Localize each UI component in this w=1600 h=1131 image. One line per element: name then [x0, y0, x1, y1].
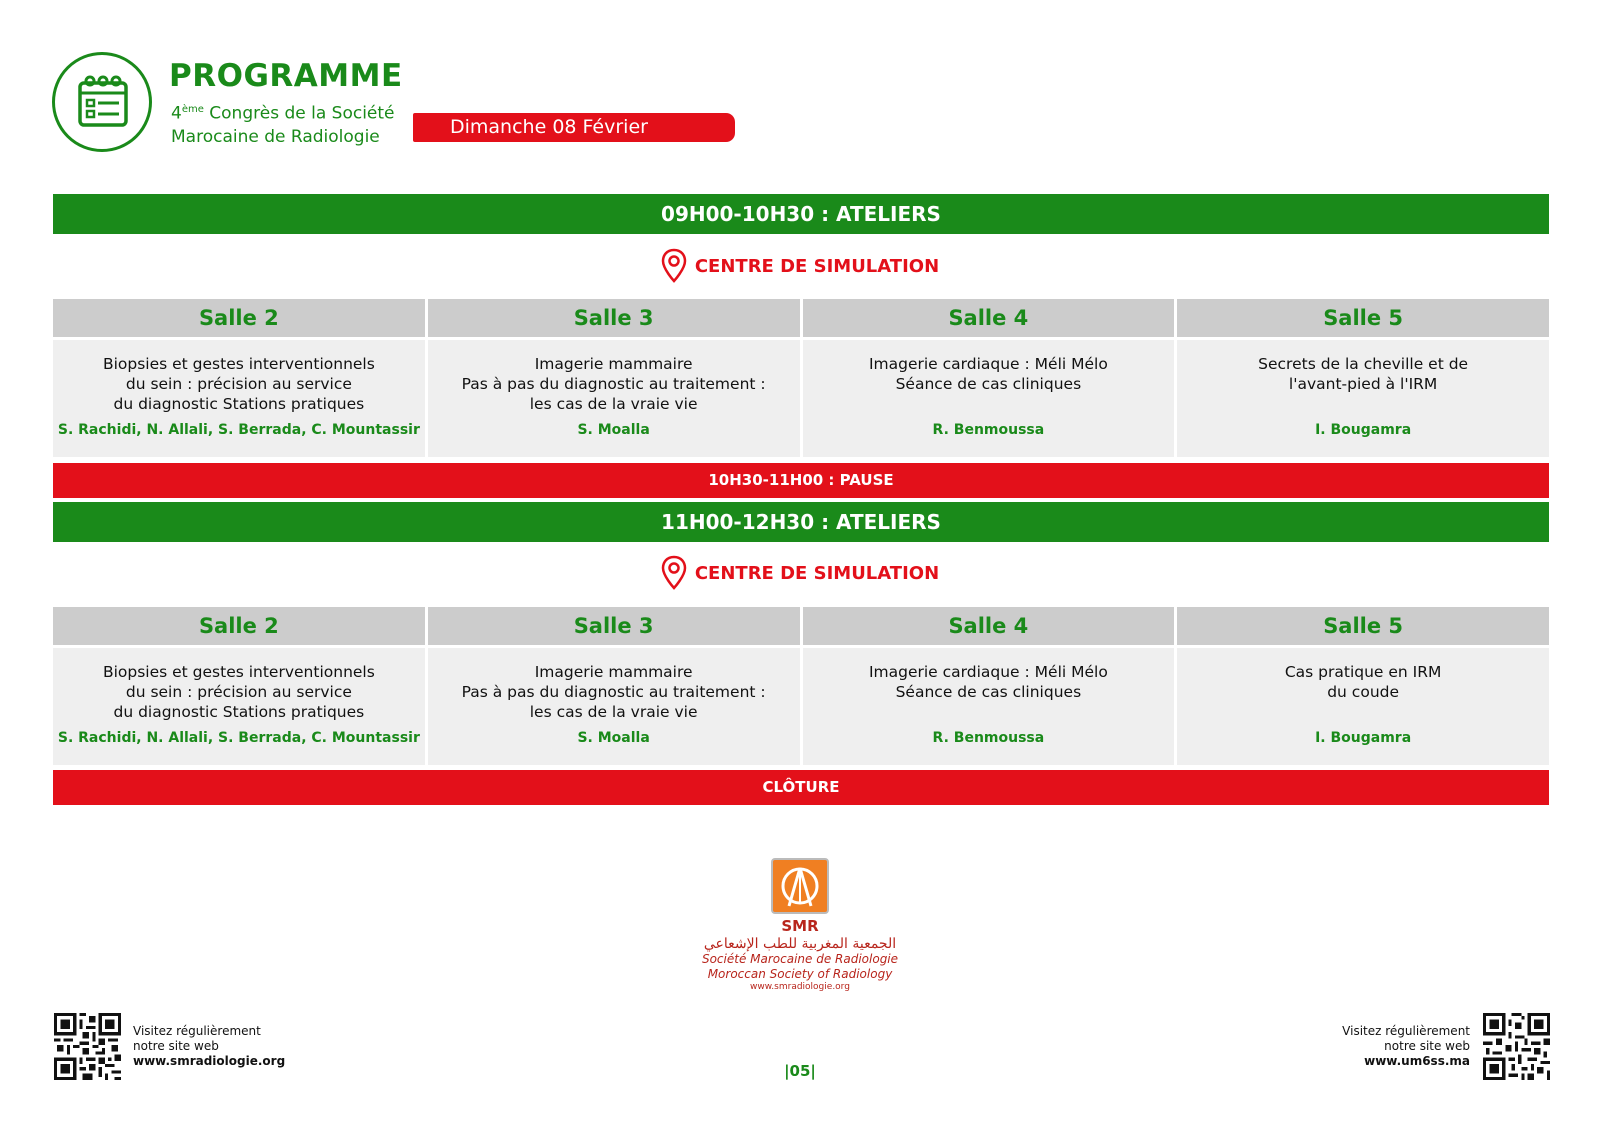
room-cell	[428, 648, 800, 765]
day-badge: Dimanche 08 Février	[413, 113, 735, 142]
room-cell	[803, 340, 1175, 457]
room-column	[1177, 607, 1549, 765]
smr-url: www.smradiologie.org	[750, 982, 850, 992]
workshop-topic: Imagerie cardiaque : Méli Mélo Séance de cas cliniques	[868, 663, 1108, 701]
page-number: |05|	[784, 1062, 816, 1080]
workshop-authors: S. Moalla	[577, 422, 650, 438]
room-column	[53, 607, 425, 765]
workshop-authors: R. Benmoussa	[932, 422, 1045, 438]
smr-arabic-name: الجمعية المغربية للطب الإشعاعي	[703, 936, 897, 952]
subtitle-sup: ème	[181, 104, 204, 115]
left-visit-url[interactable]: www.smradiologie.org	[133, 1054, 286, 1068]
session-2-location	[0, 555, 1600, 595]
room-column	[803, 299, 1175, 457]
room-cell	[428, 340, 800, 457]
page-title: PROGRAMME	[169, 58, 403, 94]
location-pin-icon	[661, 248, 687, 284]
room-cell	[1177, 340, 1549, 457]
room-header: Salle 3	[428, 299, 800, 337]
workshop-topic: Biopsies et gestes interventionnels du sein : précision au service du diagnostic Stations pratiques	[102, 355, 375, 413]
room-header: Salle 5	[1177, 299, 1549, 337]
calendar-icon	[77, 75, 131, 129]
room-header: Salle 3	[428, 607, 800, 645]
closing-bar: CLÔTURE	[53, 770, 1549, 805]
room-header: Salle 4	[803, 607, 1175, 645]
session-2-table	[53, 607, 1549, 765]
workshop-authors: I. Bougamra	[1315, 422, 1412, 438]
right-visit-url[interactable]: www.um6ss.ma	[1364, 1054, 1470, 1068]
smr-english-name: Moroccan Society of Radiology	[707, 967, 893, 981]
workshop-topic: Cas pratique en IRM du coude	[1284, 663, 1442, 701]
location-label: CENTRE DE SIMULATION	[694, 562, 940, 584]
smr-acronym: SMR	[781, 917, 819, 935]
workshop-topic: Secrets de la cheville et de l'avant-pied à l'IRM	[1258, 355, 1469, 393]
session-1-title: 09H00-10H30 : ATELIERS	[53, 194, 1549, 234]
room-column	[1177, 299, 1549, 457]
smr-emblem-icon	[773, 860, 827, 912]
room-cell	[1177, 648, 1549, 765]
session-1-location	[0, 248, 1600, 288]
workshop-topic: Imagerie cardiaque : Méli Mélo Séance de cas cliniques	[868, 355, 1108, 393]
left-visit-line1: Visitez régulièrement	[133, 1024, 261, 1038]
location-pin-icon	[661, 555, 687, 591]
workshop-authors: S. Moalla	[577, 730, 650, 746]
congress-subtitle	[171, 98, 395, 149]
workshop-authors: I. Bougamra	[1315, 730, 1412, 746]
left-visit-line2: notre site web	[133, 1039, 219, 1053]
smr-french-name: Société Marocaine de Radiologie	[701, 952, 899, 966]
smr-logo-emblem	[771, 858, 829, 914]
room-header: Salle 4	[803, 299, 1175, 337]
subtitle-line1: Congrès de la Société	[203, 103, 395, 124]
workshop-authors: S. Rachidi, N. Allali, S. Berrada, C. Mountassir	[57, 730, 420, 746]
workshop-topic: Biopsies et gestes interventionnels du sein : précision au service du diagnostic Stations pratiques	[102, 663, 375, 721]
location-label: CENTRE DE SIMULATION	[694, 255, 940, 277]
room-cell	[803, 648, 1175, 765]
pause-bar: 10H30-11H00 : PAUSE	[53, 463, 1549, 498]
room-column	[428, 299, 800, 457]
room-cell	[53, 648, 425, 765]
room-header: Salle 2	[53, 299, 425, 337]
workshop-topic: Imagerie mammaire Pas à pas du diagnostic au traitement : les cas de la vraie vie	[461, 355, 766, 413]
room-cell	[53, 340, 425, 457]
workshop-authors: S. Rachidi, N. Allali, S. Berrada, C. Mountassir	[57, 422, 420, 438]
room-column	[803, 607, 1175, 765]
workshop-topic: Imagerie mammaire Pas à pas du diagnostic au traitement : les cas de la vraie vie	[461, 663, 766, 721]
smr-logo	[0, 858, 1600, 992]
session-1-table	[53, 299, 1549, 457]
room-header: Salle 5	[1177, 607, 1549, 645]
subtitle-line2: Marocaine de Radiologie	[171, 126, 380, 147]
calendar-icon-badge	[52, 52, 152, 152]
right-visit-line2: notre site web	[1384, 1039, 1470, 1053]
subtitle-ordinal: 4	[171, 103, 182, 124]
workshop-authors: R. Benmoussa	[932, 730, 1045, 746]
room-column	[428, 607, 800, 765]
room-header: Salle 2	[53, 607, 425, 645]
right-visit-line1: Visitez régulièrement	[1342, 1024, 1470, 1038]
room-column	[53, 299, 425, 457]
session-2-title: 11H00-12H30 : ATELIERS	[53, 502, 1549, 542]
